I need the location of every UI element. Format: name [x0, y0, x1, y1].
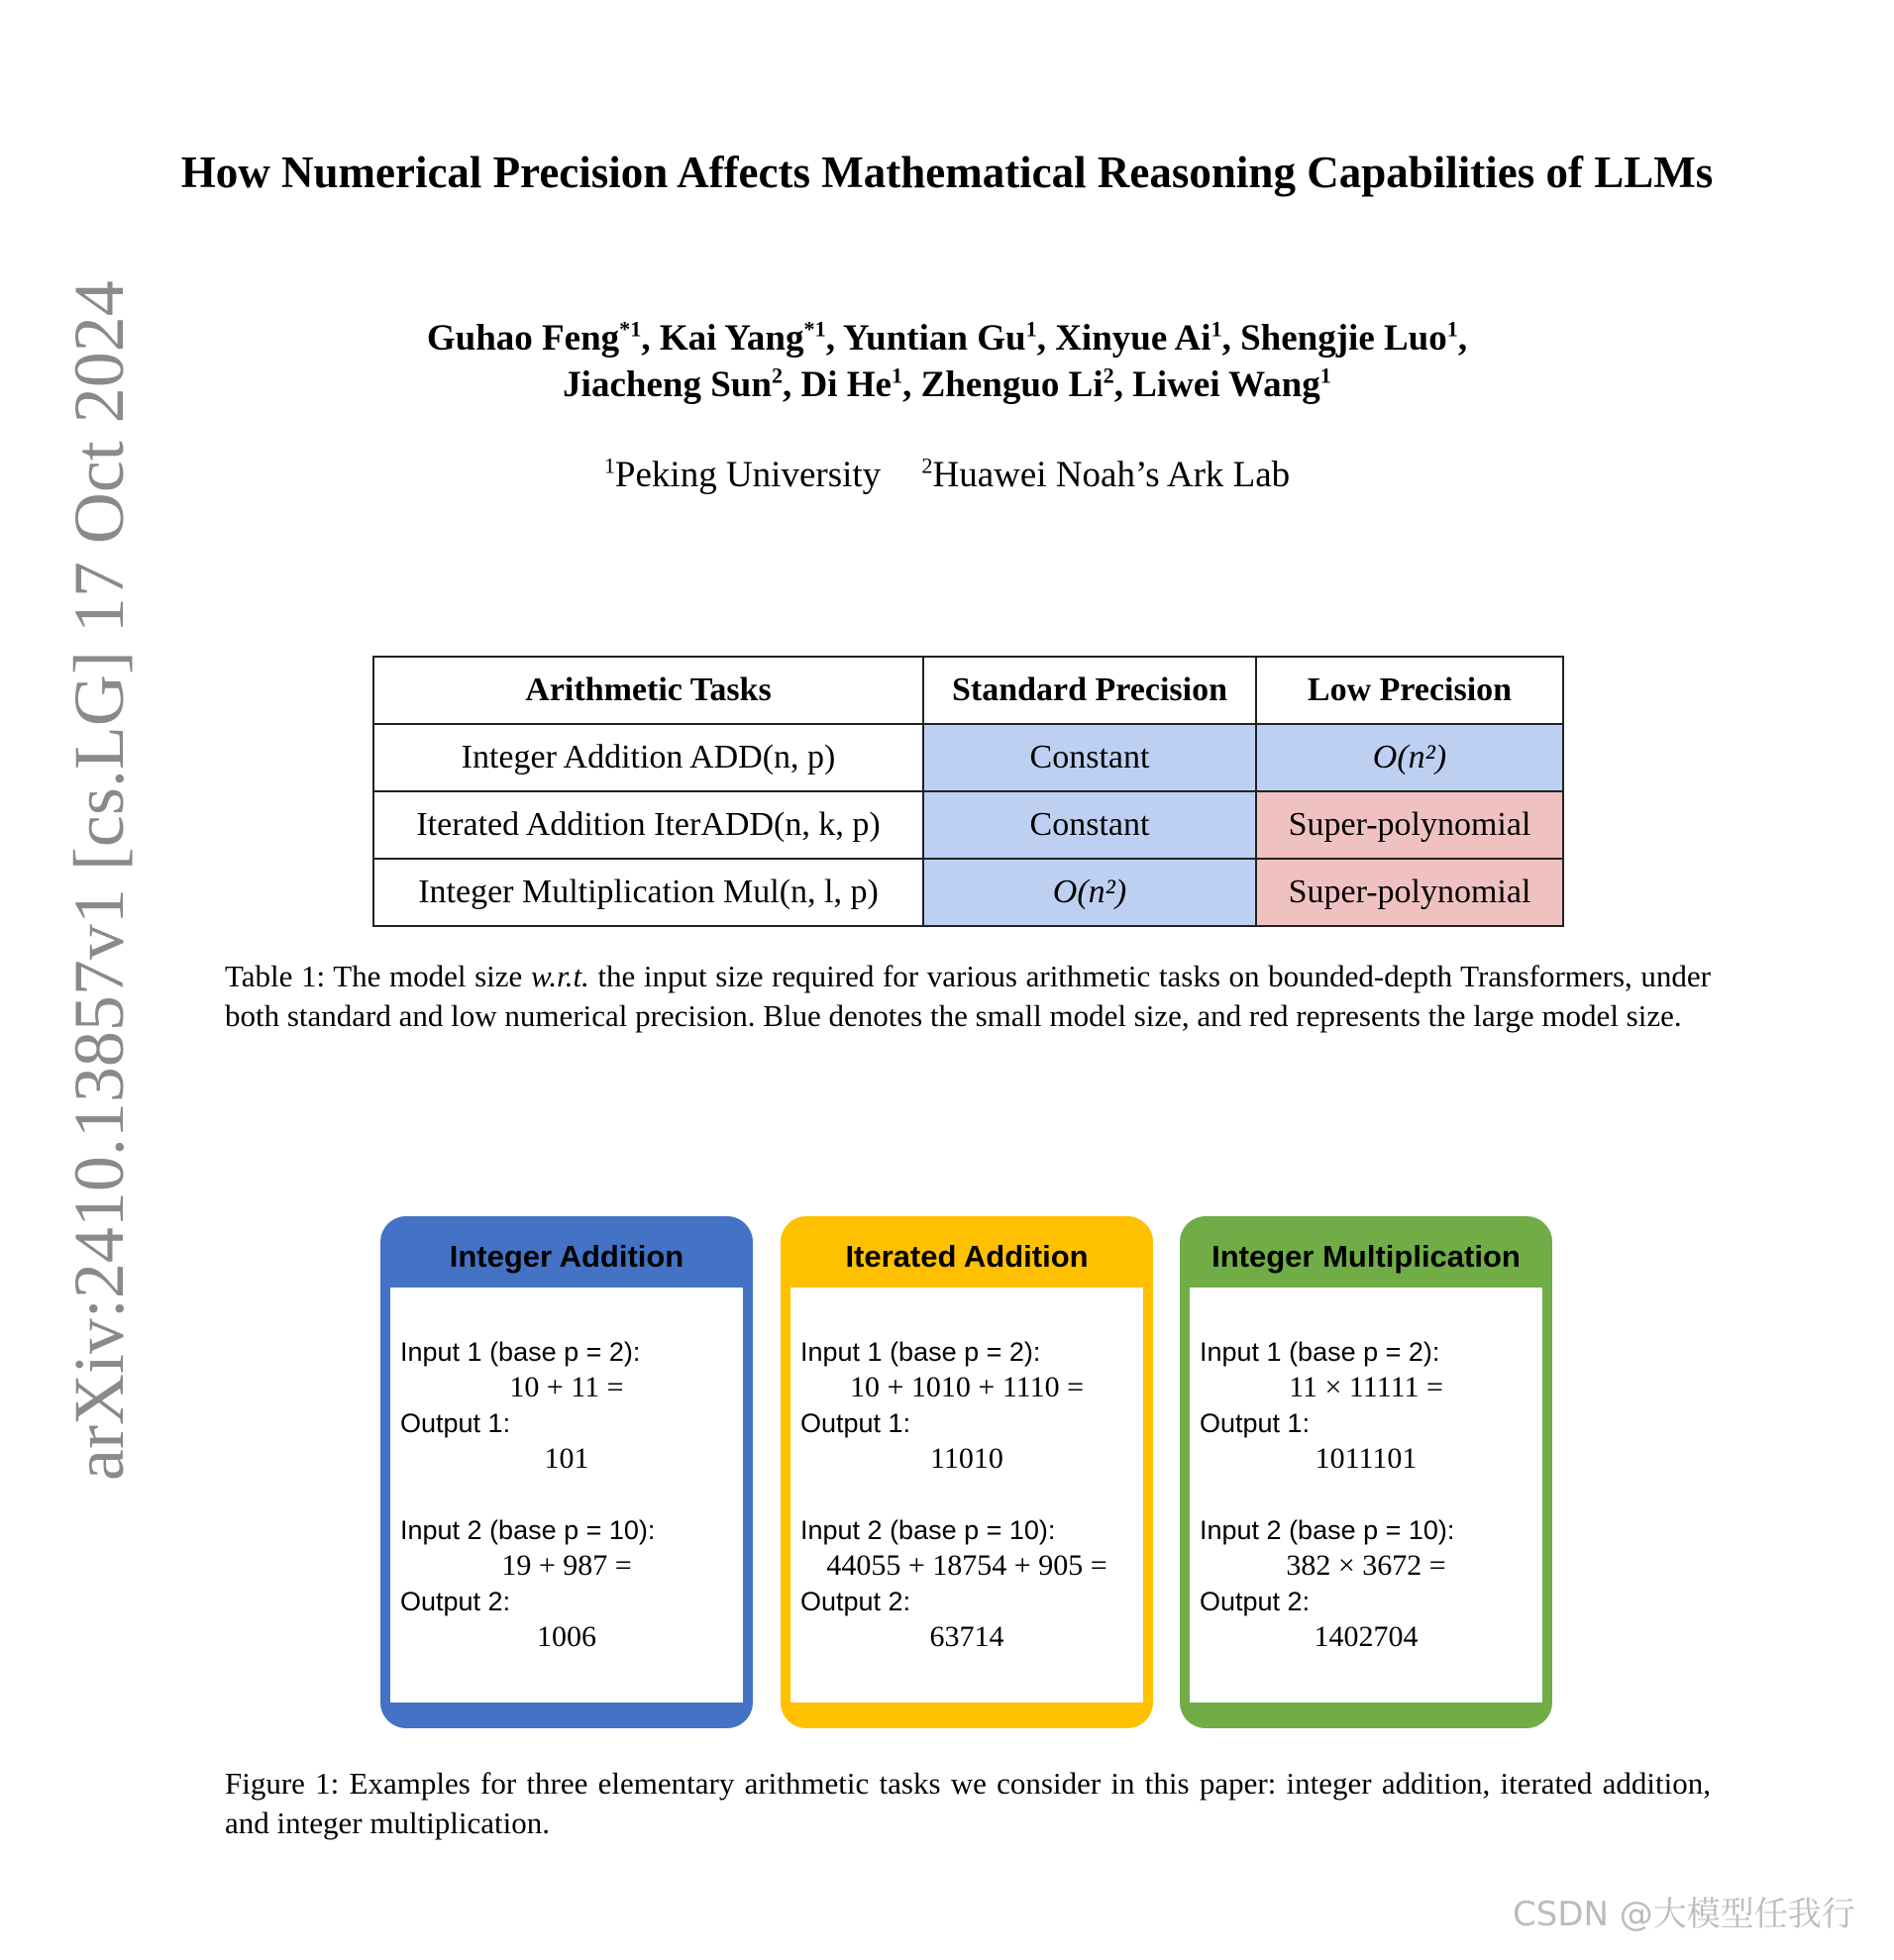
affiliations	[149, 454, 1745, 496]
table-cell: Super-polynomial	[1256, 859, 1563, 926]
table-cell: Super-polynomial	[1256, 791, 1563, 859]
output-value: 1011101	[1315, 1442, 1418, 1475]
input-expression: 10 + 11 =	[509, 1371, 624, 1403]
author: Kai Yang$^{*1}$	[659, 316, 826, 359]
example-panel	[1180, 1216, 1552, 1728]
affiliation: $^1$Peking University	[603, 453, 882, 495]
input-expression: 44055 + 18754 + 905 =	[826, 1549, 1107, 1582]
author: Jiacheng Sun$^2$	[563, 362, 784, 405]
input-expression: 11 × 11111 =	[1289, 1371, 1443, 1403]
table-cell: O(n²)	[1256, 724, 1563, 791]
complexity-table	[372, 656, 1564, 927]
example-panel	[380, 1216, 753, 1728]
input-label: Input 1 (base p = 2):	[800, 1337, 1041, 1367]
output-value: 11010	[930, 1442, 1003, 1475]
author: Di He$^1$	[800, 362, 903, 405]
table-row	[373, 791, 1563, 859]
output-label: Output 1:	[800, 1408, 911, 1438]
table-cell: Constant	[923, 791, 1256, 859]
author: Shengjie Luo$^1$	[1240, 316, 1458, 359]
input-expression: 19 + 987 =	[501, 1549, 632, 1582]
paper-title: How Numerical Precision Affects Mathematical Reasoning Capabilities of LLMs	[180, 148, 1714, 197]
panel-body	[1190, 1288, 1542, 1702]
output-label: Output 1:	[1200, 1408, 1311, 1438]
table-header-row	[373, 657, 1563, 724]
table-caption: Table 1: The model size w.r.t. the input size required for various arithmetic tasks on bounded-depth Transformers, under both standard and low numerical precision. Blue denotes the small model size, and red represents the large model size.	[225, 959, 1711, 1033]
watermark: CSDN @大模型任我行	[1513, 1895, 1855, 1934]
affiliation: $^2$Huawei Noah’s Ark Lab	[921, 453, 1291, 495]
input-label: Input 2 (base p = 10):	[400, 1515, 656, 1545]
panel-title: Integer Multiplication	[1211, 1239, 1521, 1274]
example-panel	[781, 1216, 1153, 1728]
panel-body	[790, 1288, 1143, 1702]
author: Zhenguo Li$^2$	[920, 362, 1114, 405]
output-value: 1006	[537, 1620, 596, 1653]
output-label: Output 2:	[1200, 1587, 1311, 1616]
column-header: Low Precision	[1256, 657, 1563, 724]
output-value: 1402704	[1314, 1620, 1419, 1653]
figure-caption: Figure 1: Examples for three elementary arithmetic tasks we consider in this paper: integer addition, iterated addition, and integer multiplication.	[225, 1766, 1711, 1840]
input-label: Input 2 (base p = 10):	[1200, 1515, 1455, 1545]
output-label: Output 1:	[400, 1408, 511, 1438]
panel-title: Integer Addition	[449, 1239, 684, 1274]
output-value: 63714	[929, 1620, 1004, 1653]
author: Guhao Feng$^{*1}$	[426, 316, 642, 359]
output-label: Output 2:	[800, 1587, 911, 1616]
input-label: Input 1 (base p = 2):	[400, 1337, 641, 1367]
table-cell: Constant	[923, 724, 1256, 791]
author-list: Guhao Feng$^{*1}$, Kai Yang$^{*1}$, Yuntian Gu$^1$, Xinyue Ai$^1$, Shengjie Luo$^1$, Jiacheng Sun$^2$, Di He$^1$, Zhenguo Li$^2$, Liwei Wang$^1$	[426, 316, 1468, 405]
input-expression: 10 + 1010 + 1110 =	[849, 1371, 1085, 1403]
input-label: Input 2 (base p = 10):	[800, 1515, 1056, 1545]
table-row	[373, 724, 1563, 791]
table-cell: O(n²)	[923, 859, 1256, 926]
author: Yuntian Gu$^1$	[842, 316, 1037, 359]
author: Liwei Wang$^1$	[1132, 362, 1331, 405]
output-value: 101	[544, 1442, 589, 1475]
arxiv-identifier: arXiv:2410.13857v1 [cs.LG] 17 Oct 2024	[59, 280, 139, 1481]
column-header: Arithmetic Tasks	[373, 657, 923, 724]
panel-title: Iterated Addition	[845, 1239, 1089, 1274]
output-label: Output 2:	[400, 1587, 511, 1616]
table-cell: Integer Addition ADD(n, p)	[373, 724, 923, 791]
table-row	[373, 859, 1563, 926]
input-expression: 382 × 3672 =	[1286, 1549, 1446, 1582]
table-cell: Iterated Addition IterADD(n, k, p)	[373, 791, 923, 859]
column-header: Standard Precision	[923, 657, 1256, 724]
panel-body	[390, 1288, 743, 1702]
table-cell: Integer Multiplication Mul(n, l, p)	[373, 859, 923, 926]
input-label: Input 1 (base p = 2):	[1200, 1337, 1440, 1367]
author: Xinyue Ai$^1$	[1055, 316, 1222, 359]
